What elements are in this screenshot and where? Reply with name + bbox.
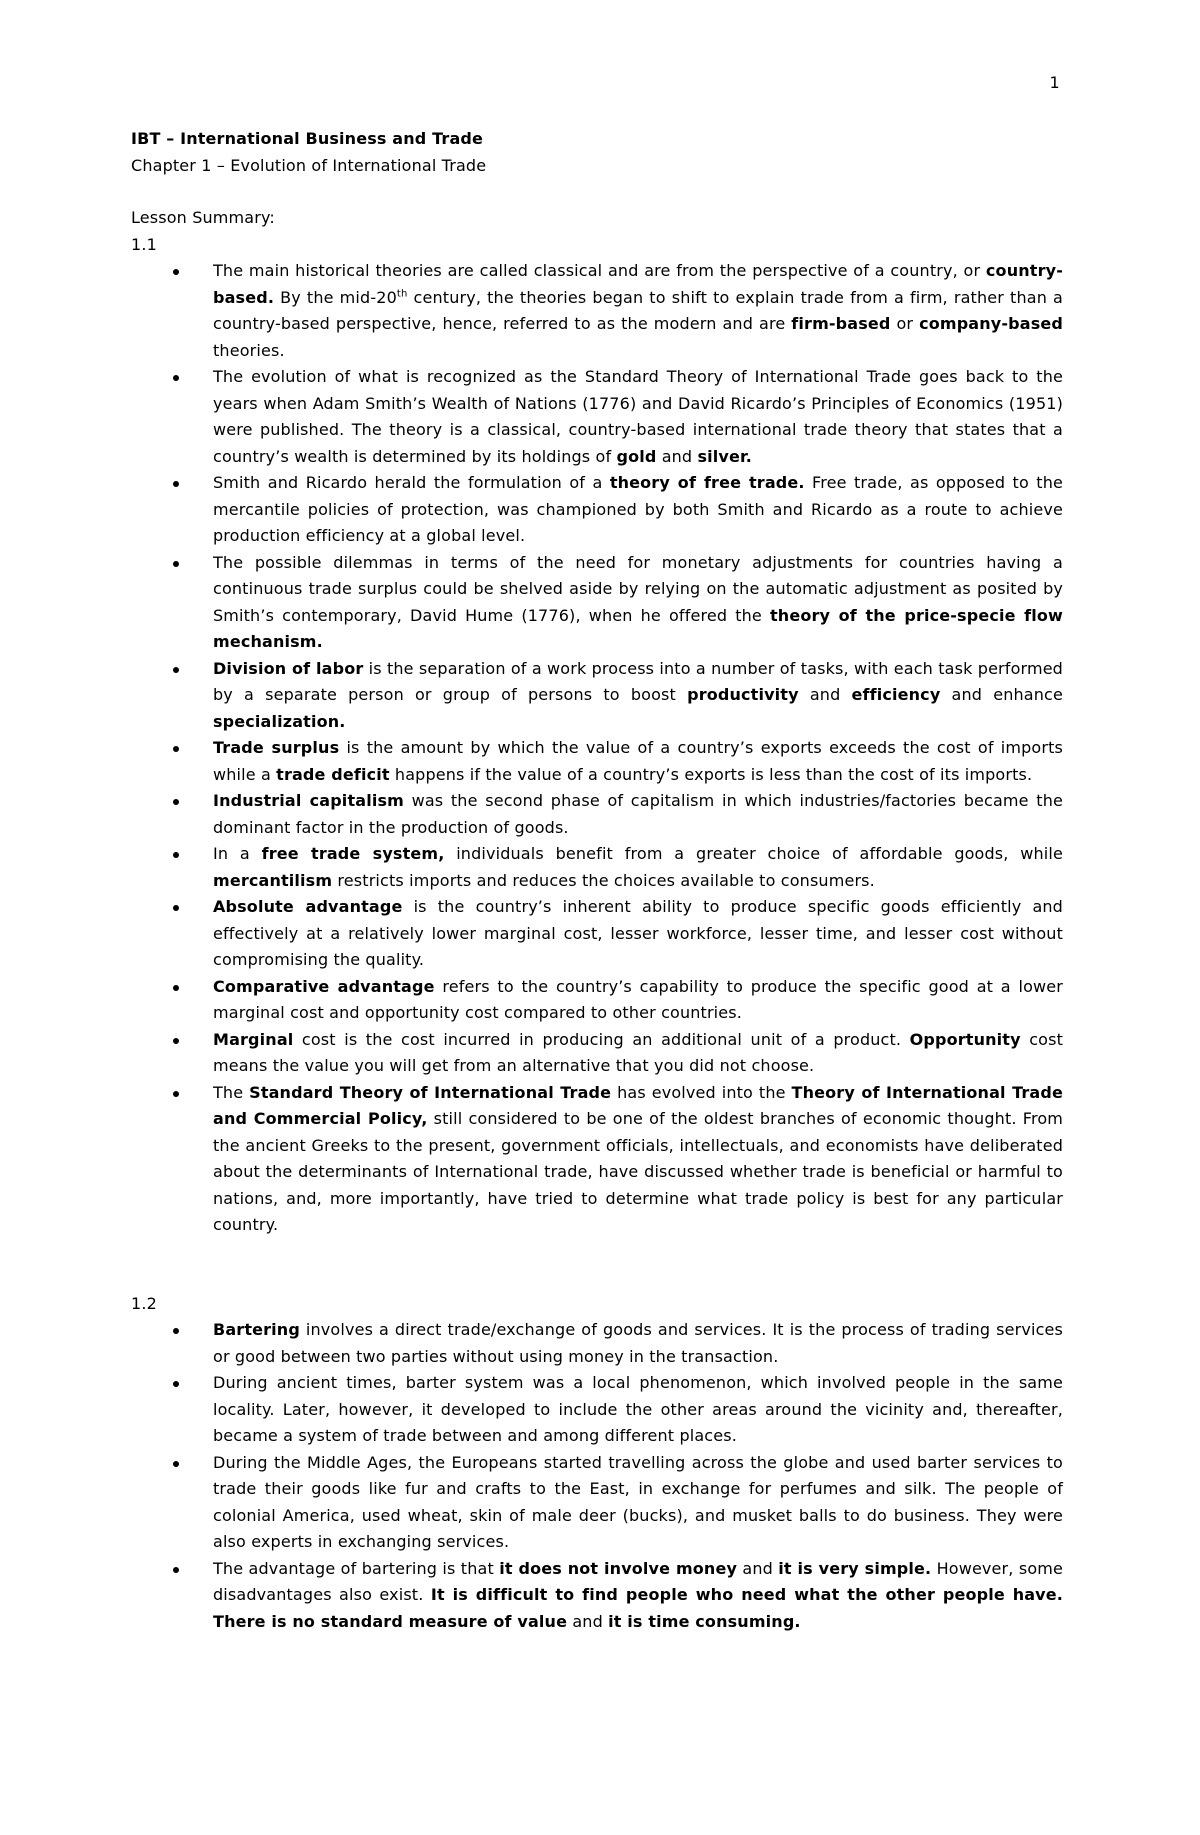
bold-term: Comparative advantage — [213, 976, 435, 996]
chapter-heading: Chapter 1 – Evolution of International Trade — [131, 155, 487, 175]
text-run: restricts imports and reduces the choices available to consumers. — [332, 870, 875, 890]
section-1-2-list — [131, 1317, 1063, 1635]
bold-term: silver. — [697, 446, 752, 466]
lesson-summary-label: Lesson Summary: — [131, 208, 275, 227]
bold-term: country-based. — [213, 261, 1063, 307]
bullet-item — [131, 1556, 1063, 1636]
bullet-icon — [173, 1567, 179, 1573]
bold-term: theory of free trade. — [609, 473, 805, 492]
bullet-item — [131, 258, 1063, 364]
text-run: th — [396, 288, 408, 300]
bullet-item — [131, 894, 1063, 974]
bold-term: efficiency — [851, 685, 941, 704]
bold-term: trade deficit — [276, 764, 390, 784]
text-run: The advantage of bartering is that — [213, 1558, 500, 1578]
bold-term: gold — [616, 446, 657, 466]
section-number-1-2: 1.2 — [131, 1293, 157, 1313]
text-run: century, the theories began to shift to explain trade from a firm, rather than a country-based perspective, hence, referred to as the modern and are — [213, 287, 1063, 333]
text-run: is the separation of a work process into a number of tasks, with each task performed by a separate person or group of persons to boost — [213, 658, 1063, 704]
bold-term: company-based — [919, 314, 1063, 333]
bullet-icon — [173, 985, 179, 991]
bold-term: Industrial capitalism — [213, 791, 404, 810]
text-run: During ancient times, barter system was a local phenomenon, which involved people in the same locality. Later, however, it developed to include the other areas around the vicinity and, thereafter, became a system of trade between and among different places. — [213, 1373, 1063, 1445]
text-run: happens if the value of a country’s exports is less than the cost of its imports. — [389, 764, 1033, 784]
text-run: refers to the country’s capability to produce the specific good at a lower marginal cost and opportunity cost compared to other countries. — [213, 976, 1063, 1022]
text-run: cost means the value you will get from an alternative that you did not choose. — [213, 1029, 1064, 1075]
bold-term: mercantilism — [213, 870, 333, 890]
spacer — [131, 179, 1063, 205]
bold-term: it is very simple. — [778, 1558, 932, 1578]
bold-term: Marginal — [213, 1029, 294, 1049]
bold-term: Division of labor — [213, 658, 364, 678]
text-run: The evolution of what is recognized as the Standard Theory of International Trade goes back to the years when Adam Smith’s Wealth of Nations (1776) and David Ricardo’s Principles of Economics (1951) were published. The theory is a classical, country-based international trade theory that states that a country’s wealth is determined by its holdings of — [213, 367, 1063, 466]
bold-term: free trade system, — [261, 844, 445, 863]
bullet-icon — [173, 1328, 179, 1334]
text-run: is the country’s inherent ability to produce specific goods efficiently and effectively at a relatively lower marginal cost, lesser workforce, lesser time, and lesser cost without compromising the quality. — [213, 897, 1063, 969]
bullet-icon — [173, 269, 179, 275]
bold-term: Absolute advantage — [213, 897, 403, 916]
bullet-item — [131, 841, 1063, 894]
bullet-icon — [173, 561, 179, 567]
bold-term: Trade surplus — [213, 738, 340, 757]
text-run: and — [798, 685, 852, 704]
bold-term: Standard Theory of International Trade — [249, 1082, 612, 1102]
text-run: During the Middle Ages, the Europeans started travelling across the globe and used barter services to trade their goods like fur and crafts to the East, in exchange for perfumes and silk. The people of colonial America, used wheat, skin of male deer (bucks), and musket balls to do business. They were also experts in exchanging services. — [213, 1452, 1063, 1551]
bold-term: productivity — [687, 685, 799, 704]
text-run: was the second phase of capitalism in which industries/factories became the dominant factor in the production of goods. — [213, 791, 1063, 837]
text-run: By the mid-20 — [274, 287, 397, 307]
bullet-icon — [173, 667, 179, 673]
text-run: Free trade, as opposed to the mercantile policies of protection, was championed by both Smith and Ricardo as a route to achieve production efficiency at a global level. — [213, 473, 1063, 545]
bullet-item — [131, 550, 1063, 656]
bullet-item — [131, 364, 1063, 470]
text-run: Smith and Ricardo herald the formulation of a — [213, 473, 610, 492]
text-run: and — [737, 1558, 779, 1578]
text-run: The main historical theories are called classical and are from the perspective of a country, or — [213, 261, 986, 280]
bullet-item — [131, 656, 1063, 736]
text-run: involves a direct trade/exchange of goods and services. It is the process of trading services or good between two parties without using money in the transaction. — [213, 1320, 1063, 1366]
bullet-icon — [173, 375, 179, 381]
bullet-item — [131, 1027, 1063, 1080]
bullet-icon — [173, 746, 179, 752]
text-run: The possible dilemmas in terms of the need for monetary adjustments for countries having a continuous trade surplus could be shelved aside by relying on the automatic adjustment as posited by Smith’s contemporary, David Hume (1776), when he offered the — [213, 552, 1063, 625]
text-run: cost is the cost incurred in producing an additional unit of a product. — [293, 1029, 910, 1049]
bullet-icon — [173, 852, 179, 858]
bullet-icon — [173, 799, 179, 805]
text-run: individuals benefit from a greater choice of affordable goods, while — [444, 844, 1063, 863]
text-run: and — [567, 1611, 609, 1631]
section-gap — [131, 1239, 1063, 1291]
bullet-icon — [173, 1091, 179, 1097]
bold-term: Bartering — [213, 1320, 300, 1339]
text-run: The — [213, 1082, 250, 1102]
bold-term: Opportunity — [909, 1029, 1021, 1049]
text-run: theories. — [213, 340, 285, 360]
bold-term: specialization. — [213, 711, 346, 731]
bullet-item — [131, 1080, 1063, 1239]
bold-term: Theory of International Trade and Commercial Policy, — [213, 1082, 1063, 1128]
bullet-icon — [173, 1461, 179, 1467]
bullet-item — [131, 735, 1063, 788]
bullet-item — [131, 788, 1063, 841]
bullet-item — [131, 974, 1063, 1027]
bullet-icon — [173, 481, 179, 487]
bold-term: it is time consuming. — [608, 1611, 801, 1631]
bullet-icon — [173, 905, 179, 911]
section-number-1-1: 1.1 — [131, 234, 157, 254]
text-run: and enhance — [940, 685, 1063, 704]
section-1-1-list — [131, 258, 1063, 1239]
bold-term: theory of the price-specie flow mechanism. — [213, 605, 1063, 651]
bullet-icon — [173, 1038, 179, 1044]
text-run: In a — [213, 844, 262, 863]
document-title: IBT – International Business and Trade — [131, 129, 484, 148]
bold-term: firm-based — [791, 314, 891, 333]
bold-term: It is difficult to find people who need what the other people have. There is no standard measure of value — [213, 1585, 1063, 1631]
bullet-item — [131, 1450, 1063, 1556]
text-run: or — [890, 314, 920, 333]
bullet-item — [131, 470, 1063, 550]
bullet-item — [131, 1317, 1063, 1370]
text-run: is the amount by which the value of a country’s exports exceeds the cost of imports while a — [213, 738, 1063, 784]
text-run: has evolved into the — [611, 1082, 792, 1102]
bullet-icon — [173, 1381, 179, 1387]
text-run: still considered to be one of the oldest branches of economic thought. From the ancient Greeks to the present, government officials, intellectuals, and economists have deliberated about the determinants of International trade, have discussed whether trade is beneficial or harmful to nations, and, more importantly, have tried to determine what trade policy is best for any particular country. — [213, 1109, 1063, 1234]
text-run: and — [656, 446, 698, 466]
document-body — [131, 126, 1063, 1635]
bullet-item — [131, 1370, 1063, 1450]
bold-term: it does not involve money — [499, 1558, 738, 1578]
page-number: 1 — [1049, 73, 1060, 92]
text-run: However, some disadvantages also exist. — [213, 1558, 1063, 1604]
